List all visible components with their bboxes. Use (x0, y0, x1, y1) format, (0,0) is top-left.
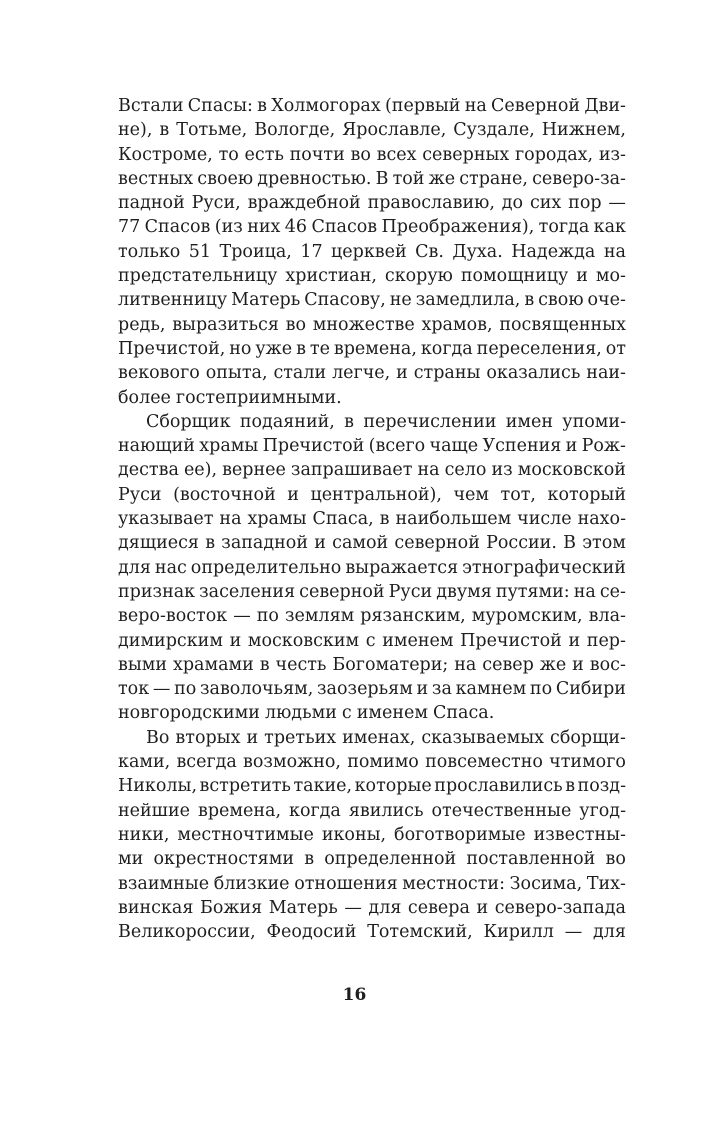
text-line: редь, выразиться во множестве храмов, посвященных (118, 314, 626, 335)
text-line: признак заселения северной Руси двумя путями: на се- (118, 581, 626, 602)
text-line: Сборщик подаяний, в перечислении имен упоми- (146, 411, 626, 432)
text-line: Встали Спасы: в Холмогорах (первый на Северной Дви- (118, 96, 626, 116)
text-line: веро-восток — по землям рязанским, муромским, вла- (118, 606, 626, 627)
book-page-text (118, 94, 626, 944)
text-line: Костроме, то есть почти во всех северных городах, из- (118, 144, 626, 165)
text-line: нейшие времена, когда явились отечественные угод- (118, 800, 626, 821)
text-line: только 51 Троица, 17 церквей Св. Духа. Надежда на (118, 241, 626, 262)
text-line: векового опыта, стали легче, и страны оказались наи- (118, 363, 626, 384)
text-line: винская Божия Матерь — для севера и северо-запада (118, 897, 626, 918)
text-line: предстательницу христиан, скорую помощницу и мо- (118, 266, 626, 287)
text-line: Во вторых и третьих именах, сказываемых сборщи- (146, 727, 626, 748)
page-number: 16 (342, 985, 367, 1005)
text-line: литвенницу Матерь Спасову, не замедлила, в свою оче- (118, 290, 626, 311)
text-line: для нас определительно выражается этнографический (118, 557, 626, 578)
text-line: ми окрестностями в определенной поставленной во (118, 849, 626, 870)
text-line: Великороссии, Феодосий Тотемский, Кирилл — для (118, 922, 626, 943)
text-line: выми храмами в честь Богоматери; на север же и вос- (118, 654, 626, 675)
text-line: не), в Тотьме, Вологде, Ярославле, Суздале, Нижнем, (118, 120, 626, 141)
text-line: нающий храмы Пречистой (всего чаще Успения и Рож- (118, 436, 626, 457)
text-line: ками, всегда возможно, помимо повсеместно чтимого (118, 752, 626, 773)
text-line: дящиеся в западной и самой северной России. В этом (118, 533, 626, 554)
text-line: вестных своею древностью. В той же стране, северо-за- (118, 168, 626, 189)
text-line: Пречистой, но уже в те времена, когда переселения, от (118, 338, 626, 359)
text-line: более гостеприимными. (118, 387, 342, 408)
text-line: дества ее), вернее запрашивает на село из московской (118, 460, 626, 481)
text-line: новгородскими людьми с именем Спаса. (118, 703, 495, 724)
text-line: указывает на храмы Спаса, в наибольшем числе нахо- (118, 509, 626, 530)
text-line: взаимные близкие отношения местности: Зосима, Тих- (118, 873, 626, 894)
text-line: ток — по заволочьям, заозерьям и за камнем по Сибири (118, 679, 626, 700)
text-line: падной Руси, враждебной православию, до сих пор — (118, 193, 626, 214)
text-line: Николы, встретить такие, которые прославились в позд- (118, 776, 626, 797)
text-line: ники, местночтимые иконы, боготворимые известны- (118, 824, 626, 845)
text-line: Руси (восточной и центральной), чем тот, который (118, 484, 626, 505)
text-line: 77 Спасов (из них 46 Спасов Преображения), тогда как (118, 217, 626, 238)
text-line: димирским и московским с именем Пречистой и пер- (118, 630, 626, 651)
